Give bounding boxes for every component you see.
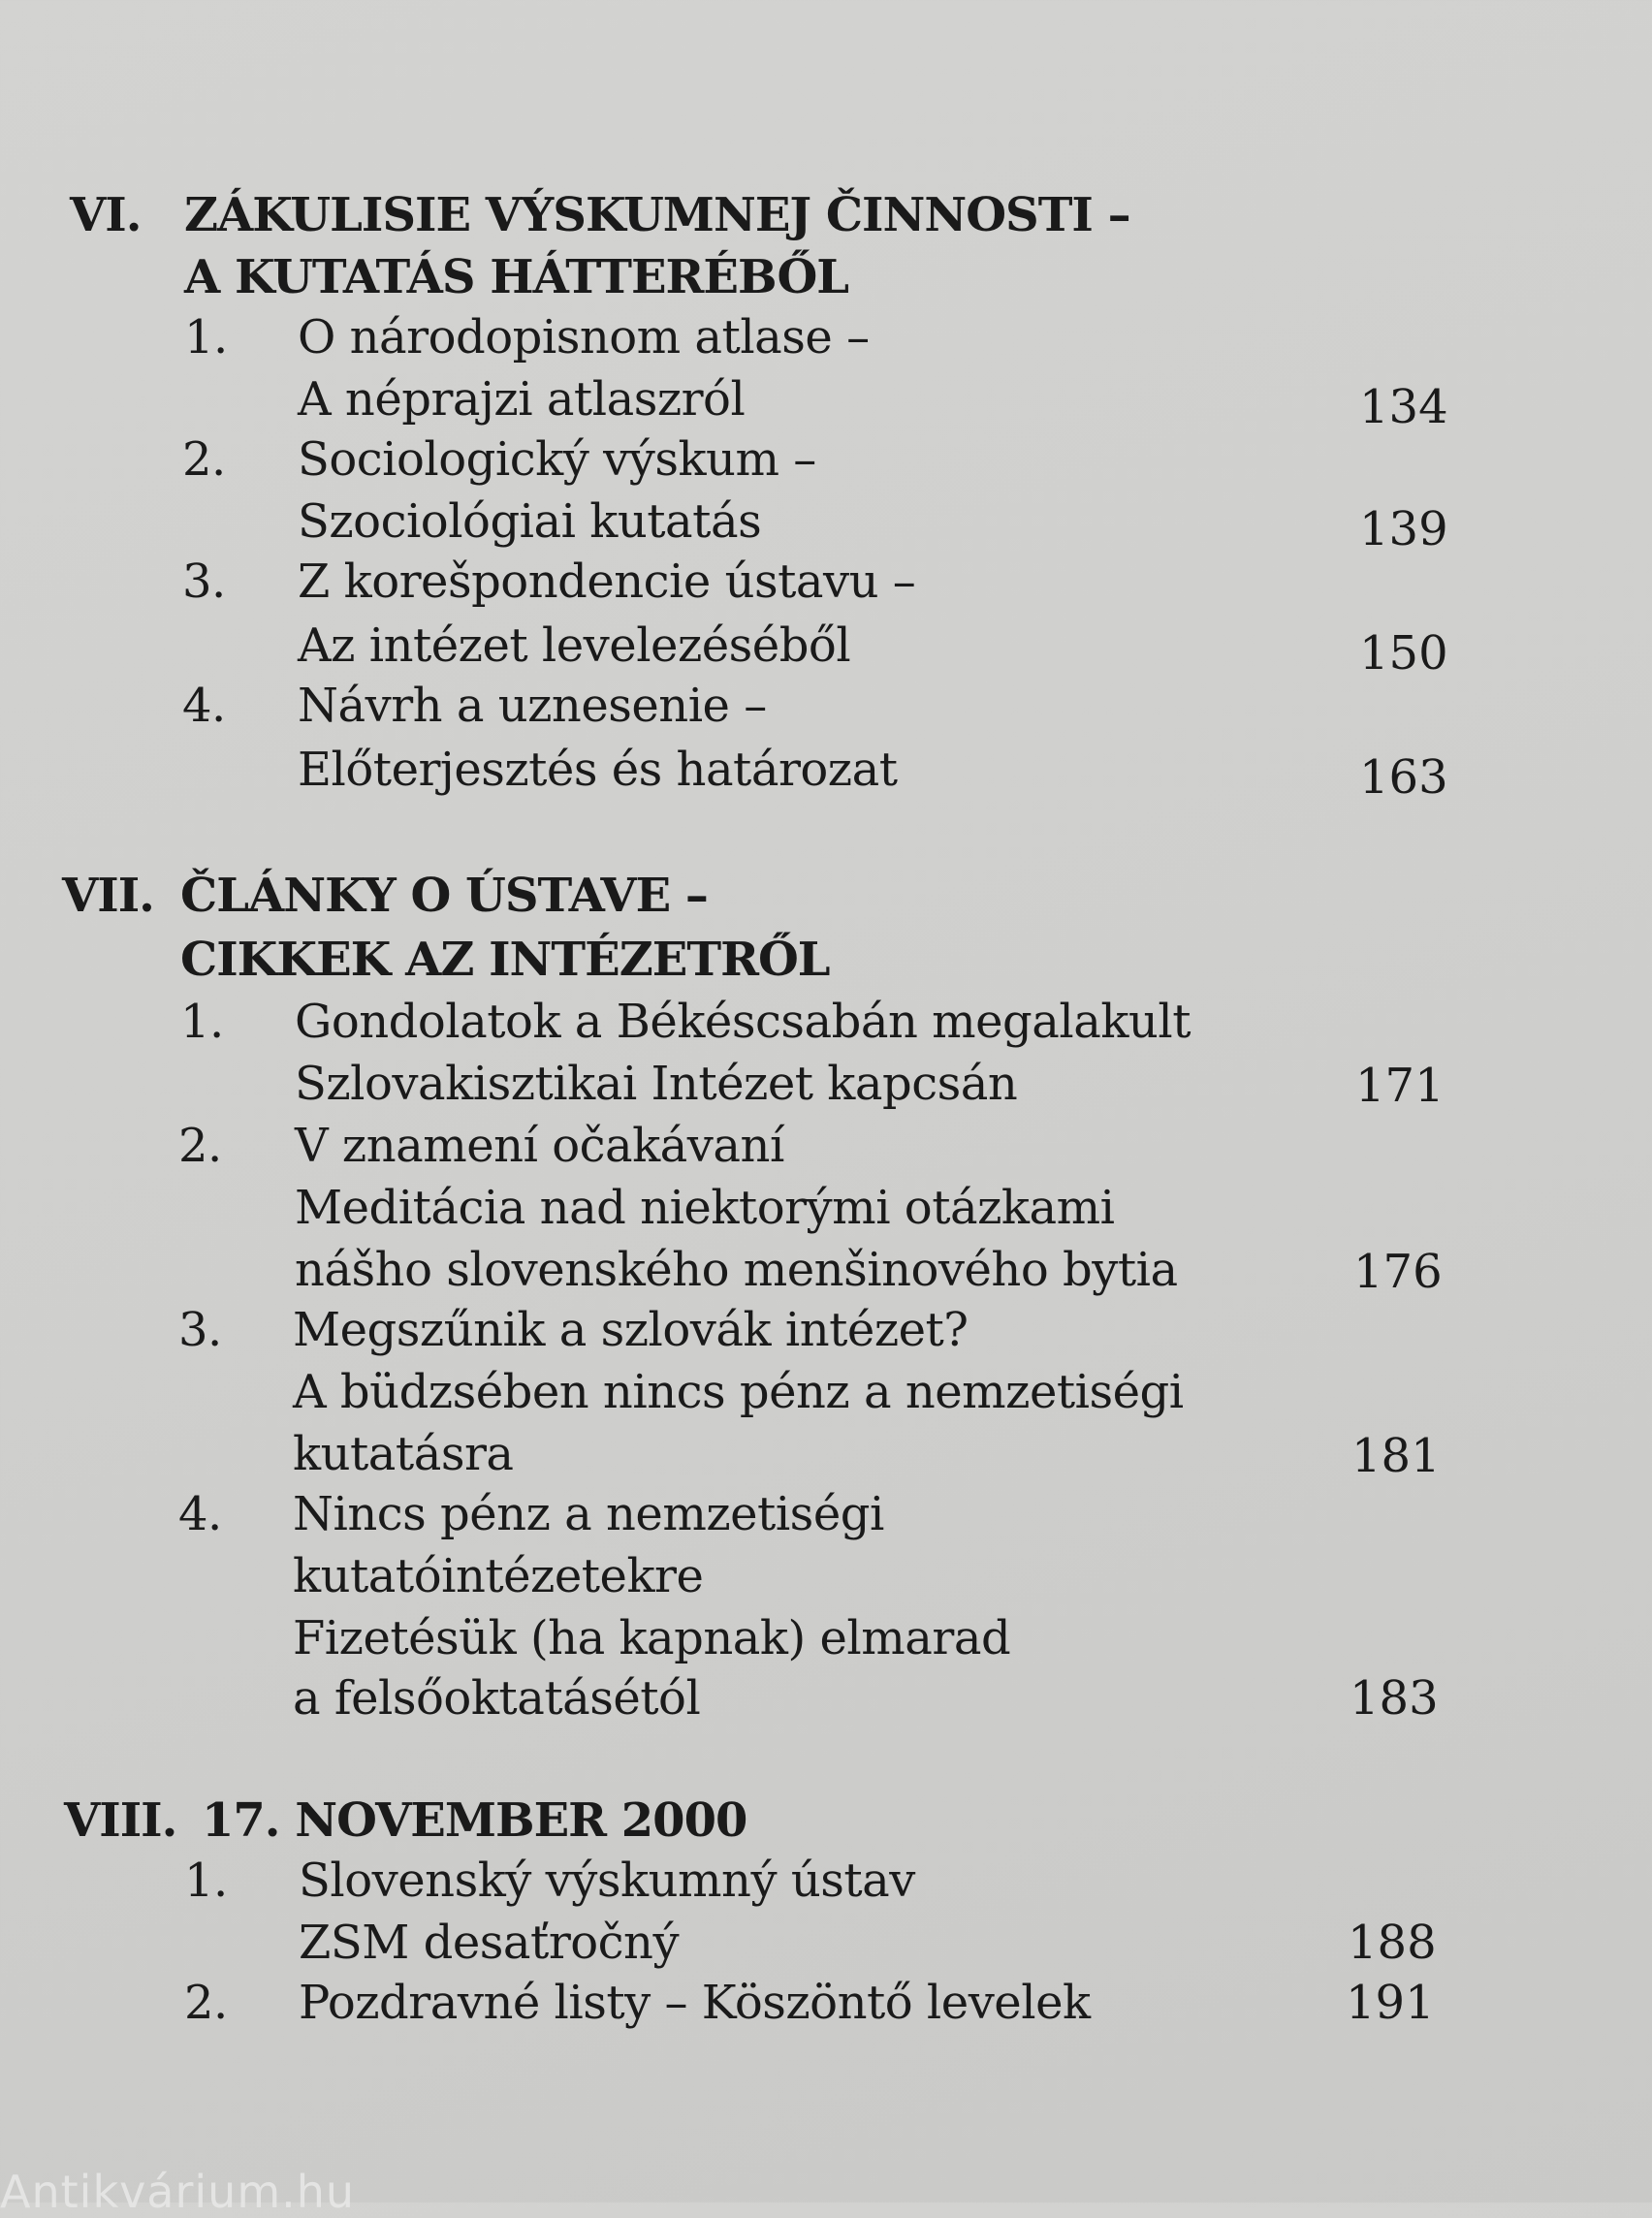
item-title: Meditácia nad niektorými otázkami: [295, 1181, 1115, 1235]
item-page-number: 176: [1353, 1245, 1443, 1299]
item-title: O národopisnom atlase –: [298, 310, 870, 364]
item-number: 2.: [178, 1119, 222, 1173]
item-number: 2.: [182, 432, 226, 487]
item-title: Nincs pénz a nemzetiségi: [293, 1487, 884, 1541]
item-title: Az intézet levelezéséből: [298, 618, 851, 673]
item-title: nášho slovenského menšinového bytia: [295, 1243, 1178, 1297]
item-number: 3.: [178, 1303, 222, 1357]
item-number: 1.: [184, 1854, 228, 1908]
item-title: Megszűnik a szlovák intézet?: [293, 1303, 969, 1357]
item-title: a felsőoktatásétól: [293, 1671, 701, 1726]
section-numeral: VIII.: [64, 1793, 177, 1848]
item-title: ZSM desaťročný: [299, 1916, 680, 1970]
item-number: 4.: [178, 1487, 222, 1541]
item-title: A néprajzi atlaszról: [298, 372, 746, 427]
section-numeral: VI.: [70, 188, 142, 242]
item-number: 1.: [180, 995, 224, 1049]
item-title: Szlovakisztikai Intézet kapcsán: [295, 1057, 1018, 1111]
item-title: Előterjesztés és határozat: [298, 743, 898, 797]
item-page-number: 171: [1355, 1059, 1445, 1113]
section-title: ZÁKULISIE VÝSKUMNEJ ČINNOSTI –: [184, 188, 1130, 242]
section-title: A KUTATÁS HÁTTERÉBŐL: [184, 250, 849, 304]
item-title: Fizetésük (ha kapnak) elmarad: [293, 1611, 1011, 1665]
section-title: 17. NOVEMBER 2000: [202, 1793, 747, 1848]
item-title: kutatóintézetekre: [293, 1549, 704, 1603]
watermark: Antikvárium.hu: [0, 2166, 356, 2218]
item-title: Sociologický výskum –: [298, 432, 816, 487]
item-title: A büdzsében nincs pénz a nemzetiségi: [293, 1365, 1184, 1419]
item-page-number: 139: [1359, 502, 1448, 556]
item-title: V znamení očakávaní: [295, 1119, 784, 1173]
section-title: ČLÁNKY O ÚSTAVE –: [180, 869, 708, 923]
item-title: Gondolatok a Békéscsabán megalakult: [295, 995, 1191, 1049]
item-title: kutatásra: [293, 1427, 514, 1481]
item-title: Návrh a uznesenie –: [298, 679, 767, 733]
item-page-number: 134: [1359, 380, 1448, 434]
item-page-number: 163: [1359, 750, 1448, 805]
section-numeral: VII.: [62, 869, 154, 923]
item-page-number: 191: [1346, 1976, 1435, 2030]
item-title: Pozdravné listy – Köszöntő levelek: [299, 1976, 1091, 2030]
item-page-number: 188: [1348, 1916, 1437, 1970]
item-number: 2.: [184, 1976, 228, 2030]
item-page-number: 150: [1359, 626, 1448, 681]
item-title: Z korešpondencie ústavu –: [298, 554, 916, 609]
item-number: 3.: [182, 554, 226, 609]
item-page-number: 181: [1351, 1429, 1441, 1483]
item-number: 1.: [184, 310, 228, 364]
item-number: 4.: [182, 679, 226, 733]
item-title: Slovenský výskumný ústav: [299, 1854, 915, 1908]
section-title: CIKKEK AZ INTÉZETRŐL: [180, 933, 830, 987]
item-page-number: 183: [1350, 1671, 1439, 1726]
item-title: Szociológiai kutatás: [298, 494, 762, 549]
